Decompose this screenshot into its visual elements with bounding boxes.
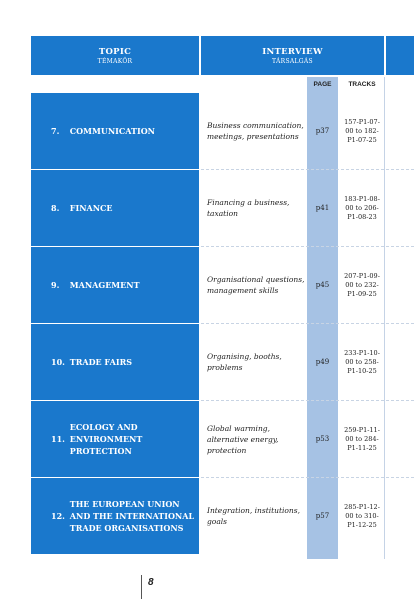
topic-title: THE EUROPEAN UNION AND THE INTERNATIONAL TRADE ORGANISATIONS <box>69 499 195 533</box>
footer-divider <box>141 575 142 599</box>
interview-description: Global warming, alternative energy, protection <box>207 423 279 455</box>
topic-title: ECOLOGY AND ENVIRONMENT PROTECTION <box>69 422 143 456</box>
page-column-header: PAGE <box>307 77 338 91</box>
track-range: 233-P1-10-00 to 258-P1-10-25 <box>344 348 380 375</box>
interview-header-subtitle: TÁRSALGÁS <box>272 58 313 65</box>
topic-title: TRADE FAIRS <box>69 357 133 367</box>
table-row <box>0 170 414 246</box>
topic-number: 9. <box>51 280 60 290</box>
topic-cell <box>31 93 199 169</box>
topic-header <box>31 36 199 75</box>
page-number: 8 <box>148 577 154 588</box>
table-row <box>0 478 414 554</box>
extra-header-block <box>386 36 414 75</box>
table-row <box>0 324 414 400</box>
topic-number: 12. <box>51 511 65 521</box>
track-range: 285-P1-12-00 to 310-P1-12-25 <box>344 502 380 529</box>
topic-cell <box>31 478 199 554</box>
table-row <box>0 93 414 169</box>
topic-header-title: TOPIC <box>98 47 132 57</box>
interview-description: Organising, booths, problems <box>207 352 282 372</box>
table-row <box>0 401 414 477</box>
track-range: 183-P1-08-00 to 206-P1-08-23 <box>344 194 380 221</box>
track-range: 207-P1-09-00 to 232-P1-09-25 <box>344 271 380 298</box>
page-ref: p49 <box>315 358 330 366</box>
topic-cell <box>31 247 199 323</box>
page-ref: p45 <box>315 281 330 289</box>
topic-cell <box>31 324 199 400</box>
topic-number: 8. <box>51 203 60 213</box>
interview-header-title: INTERVIEW <box>262 47 323 57</box>
page-ref: p57 <box>315 512 330 520</box>
interview-description: Financing a business, taxation <box>207 198 290 218</box>
page-ref: p37 <box>315 127 330 135</box>
track-range: 259-P1-11-00 to 284-P1-11-25 <box>344 425 380 452</box>
interview-description: Organisational questions, management skills <box>207 275 305 295</box>
topic-title: MANAGEMENT <box>69 280 140 290</box>
topic-number: 7. <box>51 126 60 136</box>
topic-number: 10. <box>51 357 65 367</box>
topic-cell <box>31 401 199 477</box>
page-ref: p53 <box>315 435 330 443</box>
interview-description: Business communication, meetings, presentations <box>207 121 304 141</box>
page-ref: p41 <box>315 204 330 212</box>
interview-header <box>201 36 384 75</box>
topic-cell <box>31 170 199 246</box>
tracks-column-header: TRACKS <box>348 80 376 88</box>
table-row <box>0 247 414 323</box>
track-range: 157-P1-07-00 to 182-P1-07-25 <box>344 117 380 144</box>
topic-title: FINANCE <box>69 203 113 213</box>
topic-title: COMMUNICATION <box>69 126 155 136</box>
topic-number: 11. <box>51 434 65 444</box>
interview-description: Integration, institutions, goals <box>207 506 300 526</box>
topic-header-subtitle: TÉMAKÖR <box>97 58 133 65</box>
